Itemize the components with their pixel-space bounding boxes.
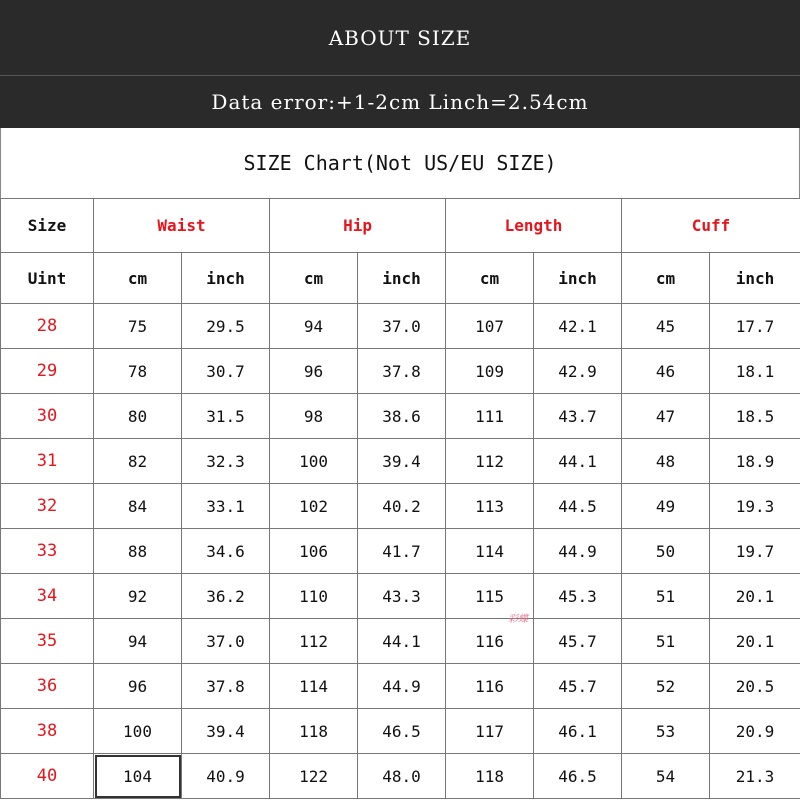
value-cell: 122: [270, 754, 358, 799]
value-cell: 37.8: [182, 664, 270, 709]
value-cell: 39.4: [182, 709, 270, 754]
value-cell: 21.3: [710, 754, 800, 799]
table-row: [1, 529, 800, 574]
table-row: [1, 754, 800, 799]
value-cell: 102: [270, 484, 358, 529]
value-cell: 100: [270, 439, 358, 484]
value-cell: 37.8: [358, 349, 446, 394]
size-chart-title: SIZE Chart(Not US/EU SIZE): [243, 151, 557, 175]
value-cell: 44.9: [534, 529, 622, 574]
value-cell: 50: [622, 529, 710, 574]
value-cell: 100: [94, 709, 182, 754]
value-cell: 75: [94, 304, 182, 349]
value-cell: 48.0: [358, 754, 446, 799]
page-title: ABOUT SIZE: [328, 25, 472, 50]
value-cell: 20.9: [710, 709, 800, 754]
value-cell: 46.5: [358, 709, 446, 754]
value-cell: 20.1: [710, 619, 800, 664]
table-row: [1, 664, 800, 709]
value-cell: 114: [446, 529, 534, 574]
value-cell: 114: [270, 664, 358, 709]
value-cell: 20.5: [710, 664, 800, 709]
value-cell: 32.3: [182, 439, 270, 484]
value-cell: 80: [94, 394, 182, 439]
value-cell: 118: [446, 754, 534, 799]
value-cell: 45: [622, 304, 710, 349]
value-cell: 53: [622, 709, 710, 754]
value-cell: 48: [622, 439, 710, 484]
value-cell: 37.0: [358, 304, 446, 349]
value-cell: 18.1: [710, 349, 800, 394]
value-cell: 44.5: [534, 484, 622, 529]
group-length: Length: [446, 199, 622, 253]
value-cell: 117: [446, 709, 534, 754]
size-cell: 38: [1, 709, 94, 754]
table-row: [1, 439, 800, 484]
value-cell: 37.0: [182, 619, 270, 664]
value-cell: 19.3: [710, 484, 800, 529]
value-cell: 78: [94, 349, 182, 394]
size-cell: 31: [1, 439, 94, 484]
group-cuff: Cuff: [622, 199, 800, 253]
table-row: [1, 394, 800, 439]
table-row: [1, 574, 800, 619]
size-cell: 40: [1, 754, 94, 799]
value-cell: 17.7: [710, 304, 800, 349]
value-cell: 30.7: [182, 349, 270, 394]
unit-cell: inch: [534, 253, 622, 304]
value-cell: 115: [446, 574, 534, 619]
size-label: Size: [1, 199, 94, 253]
value-cell: 96: [94, 664, 182, 709]
value-cell: 104: [94, 754, 182, 799]
unit-header-row: [1, 253, 800, 304]
group-waist: Waist: [94, 199, 270, 253]
unit-cell: cm: [622, 253, 710, 304]
unit-cell: inch: [182, 253, 270, 304]
value-cell: 43.3: [358, 574, 446, 619]
size-chart-subtitle: [0, 128, 800, 198]
value-cell: 84: [94, 484, 182, 529]
value-cell: 38.6: [358, 394, 446, 439]
table-row: [1, 619, 800, 664]
value-cell: 51: [622, 619, 710, 664]
value-cell: 49: [622, 484, 710, 529]
value-cell: 111: [446, 394, 534, 439]
unit-cell: inch: [710, 253, 800, 304]
size-cell: 34: [1, 574, 94, 619]
size-cell: 36: [1, 664, 94, 709]
size-cell: 29: [1, 349, 94, 394]
value-cell: 88: [94, 529, 182, 574]
value-cell: 51: [622, 574, 710, 619]
size-cell: 35: [1, 619, 94, 664]
value-cell: 44.1: [534, 439, 622, 484]
value-cell: 110: [270, 574, 358, 619]
value-cell: 40.2: [358, 484, 446, 529]
value-cell: 96: [270, 349, 358, 394]
data-error-banner: [0, 76, 800, 128]
table-row: [1, 349, 800, 394]
value-cell: 98: [270, 394, 358, 439]
watermark: 彩蝶: [508, 614, 528, 625]
value-cell: 45.7: [534, 619, 622, 664]
value-cell: 20.1: [710, 574, 800, 619]
table-row: [1, 304, 800, 349]
value-cell: 106: [270, 529, 358, 574]
value-cell: 34.6: [182, 529, 270, 574]
size-cell: 30: [1, 394, 94, 439]
value-cell: 94: [94, 619, 182, 664]
size-cell: 28: [1, 304, 94, 349]
value-cell: 36.2: [182, 574, 270, 619]
value-cell: 39.4: [358, 439, 446, 484]
value-cell: 109: [446, 349, 534, 394]
value-cell: 46.5: [534, 754, 622, 799]
value-cell: 47: [622, 394, 710, 439]
size-cell: 33: [1, 529, 94, 574]
size-chart-table: [0, 198, 800, 799]
value-cell: 45.3: [534, 574, 622, 619]
unit-cell: inch: [358, 253, 446, 304]
value-cell: 44.9: [358, 664, 446, 709]
table-row: [1, 484, 800, 529]
unit-cell: cm: [270, 253, 358, 304]
table-row: [1, 709, 800, 754]
unit-cell: cm: [446, 253, 534, 304]
value-cell: 94: [270, 304, 358, 349]
unit-label: Uint: [1, 253, 94, 304]
group-header-row: [1, 199, 800, 253]
value-cell: 112: [270, 619, 358, 664]
value-cell: 43.7: [534, 394, 622, 439]
value-cell: 18.5: [710, 394, 800, 439]
value-cell: 29.5: [182, 304, 270, 349]
value-cell: 116: [446, 619, 534, 664]
value-cell: 82: [94, 439, 182, 484]
value-cell: 42.1: [534, 304, 622, 349]
size-cell: 32: [1, 484, 94, 529]
value-cell: 46: [622, 349, 710, 394]
value-cell: 118: [270, 709, 358, 754]
value-cell: 113: [446, 484, 534, 529]
value-cell: 41.7: [358, 529, 446, 574]
value-cell: 40.9: [182, 754, 270, 799]
value-cell: 18.9: [710, 439, 800, 484]
value-cell: 52: [622, 664, 710, 709]
group-hip: Hip: [270, 199, 446, 253]
value-cell: 54: [622, 754, 710, 799]
data-error-note: Data error:+1-2cm Linch=2.54cm: [211, 90, 589, 114]
value-cell: 92: [94, 574, 182, 619]
value-cell: 19.7: [710, 529, 800, 574]
about-size-banner: [0, 0, 800, 76]
value-cell: 31.5: [182, 394, 270, 439]
value-cell: 116: [446, 664, 534, 709]
value-cell: 107: [446, 304, 534, 349]
unit-cell: cm: [94, 253, 182, 304]
value-cell: 44.1: [358, 619, 446, 664]
value-cell: 46.1: [534, 709, 622, 754]
value-cell: 45.7: [534, 664, 622, 709]
value-cell: 42.9: [534, 349, 622, 394]
value-cell: 112: [446, 439, 534, 484]
value-cell: 33.1: [182, 484, 270, 529]
